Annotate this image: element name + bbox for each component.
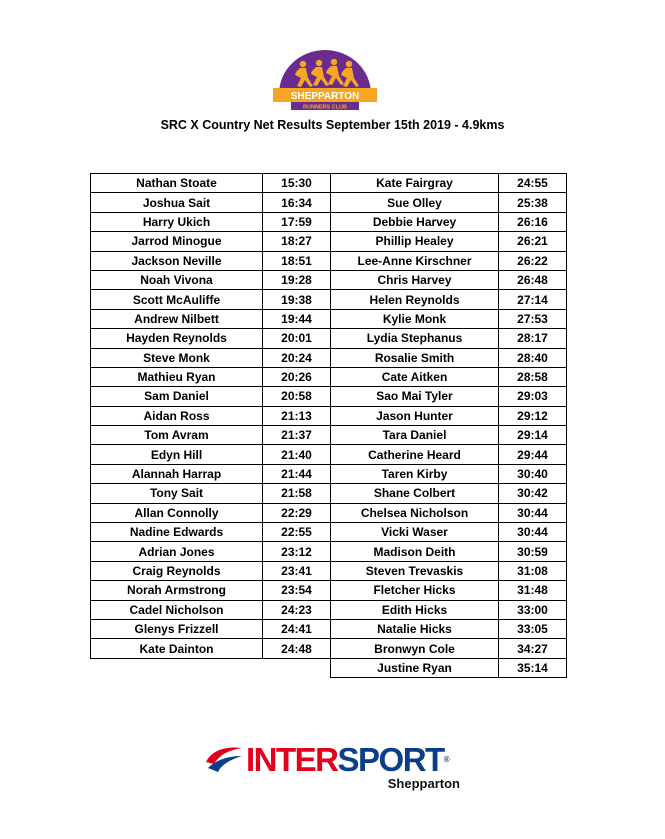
runner-name: Noah Vivona [91, 270, 263, 289]
runner-name: Edyn Hill [91, 445, 263, 464]
runner-name: Sam Daniel [91, 387, 263, 406]
result-row [331, 232, 567, 251]
runner-name: Rosalie Smith [331, 348, 499, 367]
result-row [331, 619, 567, 638]
runner-name: Chelsea Nicholson [331, 503, 499, 522]
result-row [331, 426, 567, 445]
runner-name: Fletcher Hicks [331, 581, 499, 600]
runner-name: Justine Ryan [331, 658, 499, 677]
result-row [91, 445, 331, 464]
sponsor-location: Shepparton [387, 776, 460, 791]
runner-time: 25:38 [499, 193, 567, 212]
runner-time: 34:27 [499, 639, 567, 658]
results-table-right [330, 173, 567, 678]
result-row [331, 503, 567, 522]
runner-time: 30:42 [499, 484, 567, 503]
runner-time: 28:58 [499, 367, 567, 386]
result-row [91, 387, 331, 406]
runner-time: 29:44 [499, 445, 567, 464]
runner-time: 20:26 [263, 367, 331, 386]
result-row [331, 212, 567, 231]
result-row [331, 348, 567, 367]
result-row [91, 561, 331, 580]
result-row [331, 367, 567, 386]
runner-name: Cate Aitken [331, 367, 499, 386]
runner-name: Lydia Stephanus [331, 329, 499, 348]
result-row [91, 619, 331, 638]
runner-time: 26:22 [499, 251, 567, 270]
runner-time: 23:41 [263, 561, 331, 580]
runner-time: 26:21 [499, 232, 567, 251]
runner-name: Debbie Harvey [331, 212, 499, 231]
runner-time: 27:53 [499, 309, 567, 328]
runner-time: 21:44 [263, 464, 331, 483]
runner-name: Adrian Jones [91, 542, 263, 561]
result-row [91, 503, 331, 522]
result-row [91, 367, 331, 386]
runner-name: Tony Sait [91, 484, 263, 503]
runner-name: Taren Kirby [331, 464, 499, 483]
runner-name: Bronwyn Cole [331, 639, 499, 658]
runner-time: 20:58 [263, 387, 331, 406]
runner-name: Jackson Neville [91, 251, 263, 270]
runner-time: 27:14 [499, 290, 567, 309]
runner-name: Cadel Nicholson [91, 600, 263, 619]
result-row [91, 464, 331, 483]
result-row [91, 484, 331, 503]
result-row [91, 329, 331, 348]
runner-time: 19:44 [263, 309, 331, 328]
result-row [91, 290, 331, 309]
runner-time: 26:16 [499, 212, 567, 231]
runner-name: Jason Hunter [331, 406, 499, 425]
runner-time: 26:48 [499, 270, 567, 289]
runner-time: 24:55 [499, 174, 567, 193]
brand-sport: SPORT [337, 741, 444, 778]
runner-name: Helen Reynolds [331, 290, 499, 309]
runner-name: Phillip Healey [331, 232, 499, 251]
runner-time: 23:12 [263, 542, 331, 561]
result-row [91, 348, 331, 367]
result-row [331, 581, 567, 600]
result-row [331, 270, 567, 289]
runner-time: 19:38 [263, 290, 331, 309]
result-row [91, 406, 331, 425]
result-row [331, 464, 567, 483]
runner-name: Sao Mai Tyler [331, 387, 499, 406]
runner-name: Jarrod Minogue [91, 232, 263, 251]
runner-time: 31:08 [499, 561, 567, 580]
runner-time: 19:28 [263, 270, 331, 289]
result-row [331, 600, 567, 619]
intersport-wordmark [246, 742, 448, 778]
result-row [331, 329, 567, 348]
result-row [91, 523, 331, 542]
runner-time: 22:29 [263, 503, 331, 522]
result-row [331, 174, 567, 193]
result-row [91, 212, 331, 231]
runner-time: 29:14 [499, 426, 567, 445]
result-row [331, 309, 567, 328]
runner-time: 28:40 [499, 348, 567, 367]
runner-time: 20:24 [263, 348, 331, 367]
runner-name: Joshua Sait [91, 193, 263, 212]
runner-name: Steven Trevaskis [331, 561, 499, 580]
runner-time: 18:27 [263, 232, 331, 251]
runner-name: Hayden Reynolds [91, 329, 263, 348]
result-row [331, 290, 567, 309]
runner-time: 21:58 [263, 484, 331, 503]
result-row [331, 658, 567, 677]
result-row [91, 581, 331, 600]
logo-line1: SHEPPARTON [290, 91, 360, 102]
runner-name: Andrew Nilbett [91, 309, 263, 328]
runner-time: 31:48 [499, 581, 567, 600]
runner-time: 29:12 [499, 406, 567, 425]
brand-inter: INTER [246, 741, 338, 778]
result-row [91, 309, 331, 328]
result-row [331, 542, 567, 561]
runner-name: Catherine Heard [331, 445, 499, 464]
result-row [91, 542, 331, 561]
results-title: SRC X Country Net Results September 15th 2019 - 4.9kms [160, 118, 505, 132]
runner-name: Natalie Hicks [331, 619, 499, 638]
result-row [331, 387, 567, 406]
runner-time: 30:59 [499, 542, 567, 561]
runner-time: 30:40 [499, 464, 567, 483]
registered-mark: ® [443, 755, 449, 764]
runner-name: Sue Olley [331, 193, 499, 212]
runner-name: Nadine Edwards [91, 523, 263, 542]
result-row [91, 251, 331, 270]
runner-name: Shane Colbert [331, 484, 499, 503]
runner-time: 16:34 [263, 193, 331, 212]
runner-time: 17:59 [263, 212, 331, 231]
runner-name: Lee-Anne Kirschner [331, 251, 499, 270]
runner-name: Craig Reynolds [91, 561, 263, 580]
runner-name: Kate Fairgray [331, 174, 499, 193]
runner-name: Tom Avram [91, 426, 263, 445]
result-row [91, 270, 331, 289]
runner-name: Edith Hicks [331, 600, 499, 619]
intersport-sponsor-logo [204, 742, 474, 794]
result-row [91, 193, 331, 212]
result-row [91, 426, 331, 445]
logo-line2: RUNNERS CLUB [303, 104, 347, 111]
shepparton-runners-club-logo [273, 50, 377, 112]
result-row [331, 484, 567, 503]
runner-time: 24:23 [263, 600, 331, 619]
runner-name: Kate Dainton [91, 639, 263, 658]
result-row [331, 193, 567, 212]
runner-name: Madison Deith [331, 542, 499, 561]
runner-name: Vicki Waser [331, 523, 499, 542]
runner-name: Chris Harvey [331, 270, 499, 289]
runner-name: Mathieu Ryan [91, 367, 263, 386]
runner-time: 29:03 [499, 387, 567, 406]
result-row [331, 561, 567, 580]
runner-time: 24:41 [263, 619, 331, 638]
runner-name: Alannah Harrap [91, 464, 263, 483]
runner-time: 35:14 [499, 658, 567, 677]
runner-name: Scott McAuliffe [91, 290, 263, 309]
result-row [91, 600, 331, 619]
runner-name: Harry Ukich [91, 212, 263, 231]
result-row [331, 406, 567, 425]
result-row [331, 639, 567, 658]
result-row [331, 251, 567, 270]
result-row [331, 445, 567, 464]
runner-time: 24:48 [263, 639, 331, 658]
runner-time: 22:55 [263, 523, 331, 542]
runner-time: 20:01 [263, 329, 331, 348]
runner-name: Aidan Ross [91, 406, 263, 425]
runner-name: Allan Connolly [91, 503, 263, 522]
result-row [331, 523, 567, 542]
results-table-left [90, 173, 331, 659]
runner-name: Kylie Monk [331, 309, 499, 328]
runner-name: Tara Daniel [331, 426, 499, 445]
result-row [91, 174, 331, 193]
logo-purple-arch [279, 50, 371, 94]
runner-time: 28:17 [499, 329, 567, 348]
runner-time: 30:44 [499, 503, 567, 522]
runner-time: 18:51 [263, 251, 331, 270]
runner-name: Nathan Stoate [91, 174, 263, 193]
intersport-swoosh-icon [204, 744, 244, 774]
result-row [91, 639, 331, 658]
runner-name: Steve Monk [91, 348, 263, 367]
runner-time: 21:13 [263, 406, 331, 425]
runner-time: 23:54 [263, 581, 331, 600]
runner-time: 33:00 [499, 600, 567, 619]
runner-time: 33:05 [499, 619, 567, 638]
runner-name: Norah Armstrong [91, 581, 263, 600]
runner-time: 21:40 [263, 445, 331, 464]
runner-time: 15:30 [263, 174, 331, 193]
result-row [91, 232, 331, 251]
runner-name: Glenys Frizzell [91, 619, 263, 638]
runner-time: 30:44 [499, 523, 567, 542]
runner-time: 21:37 [263, 426, 331, 445]
